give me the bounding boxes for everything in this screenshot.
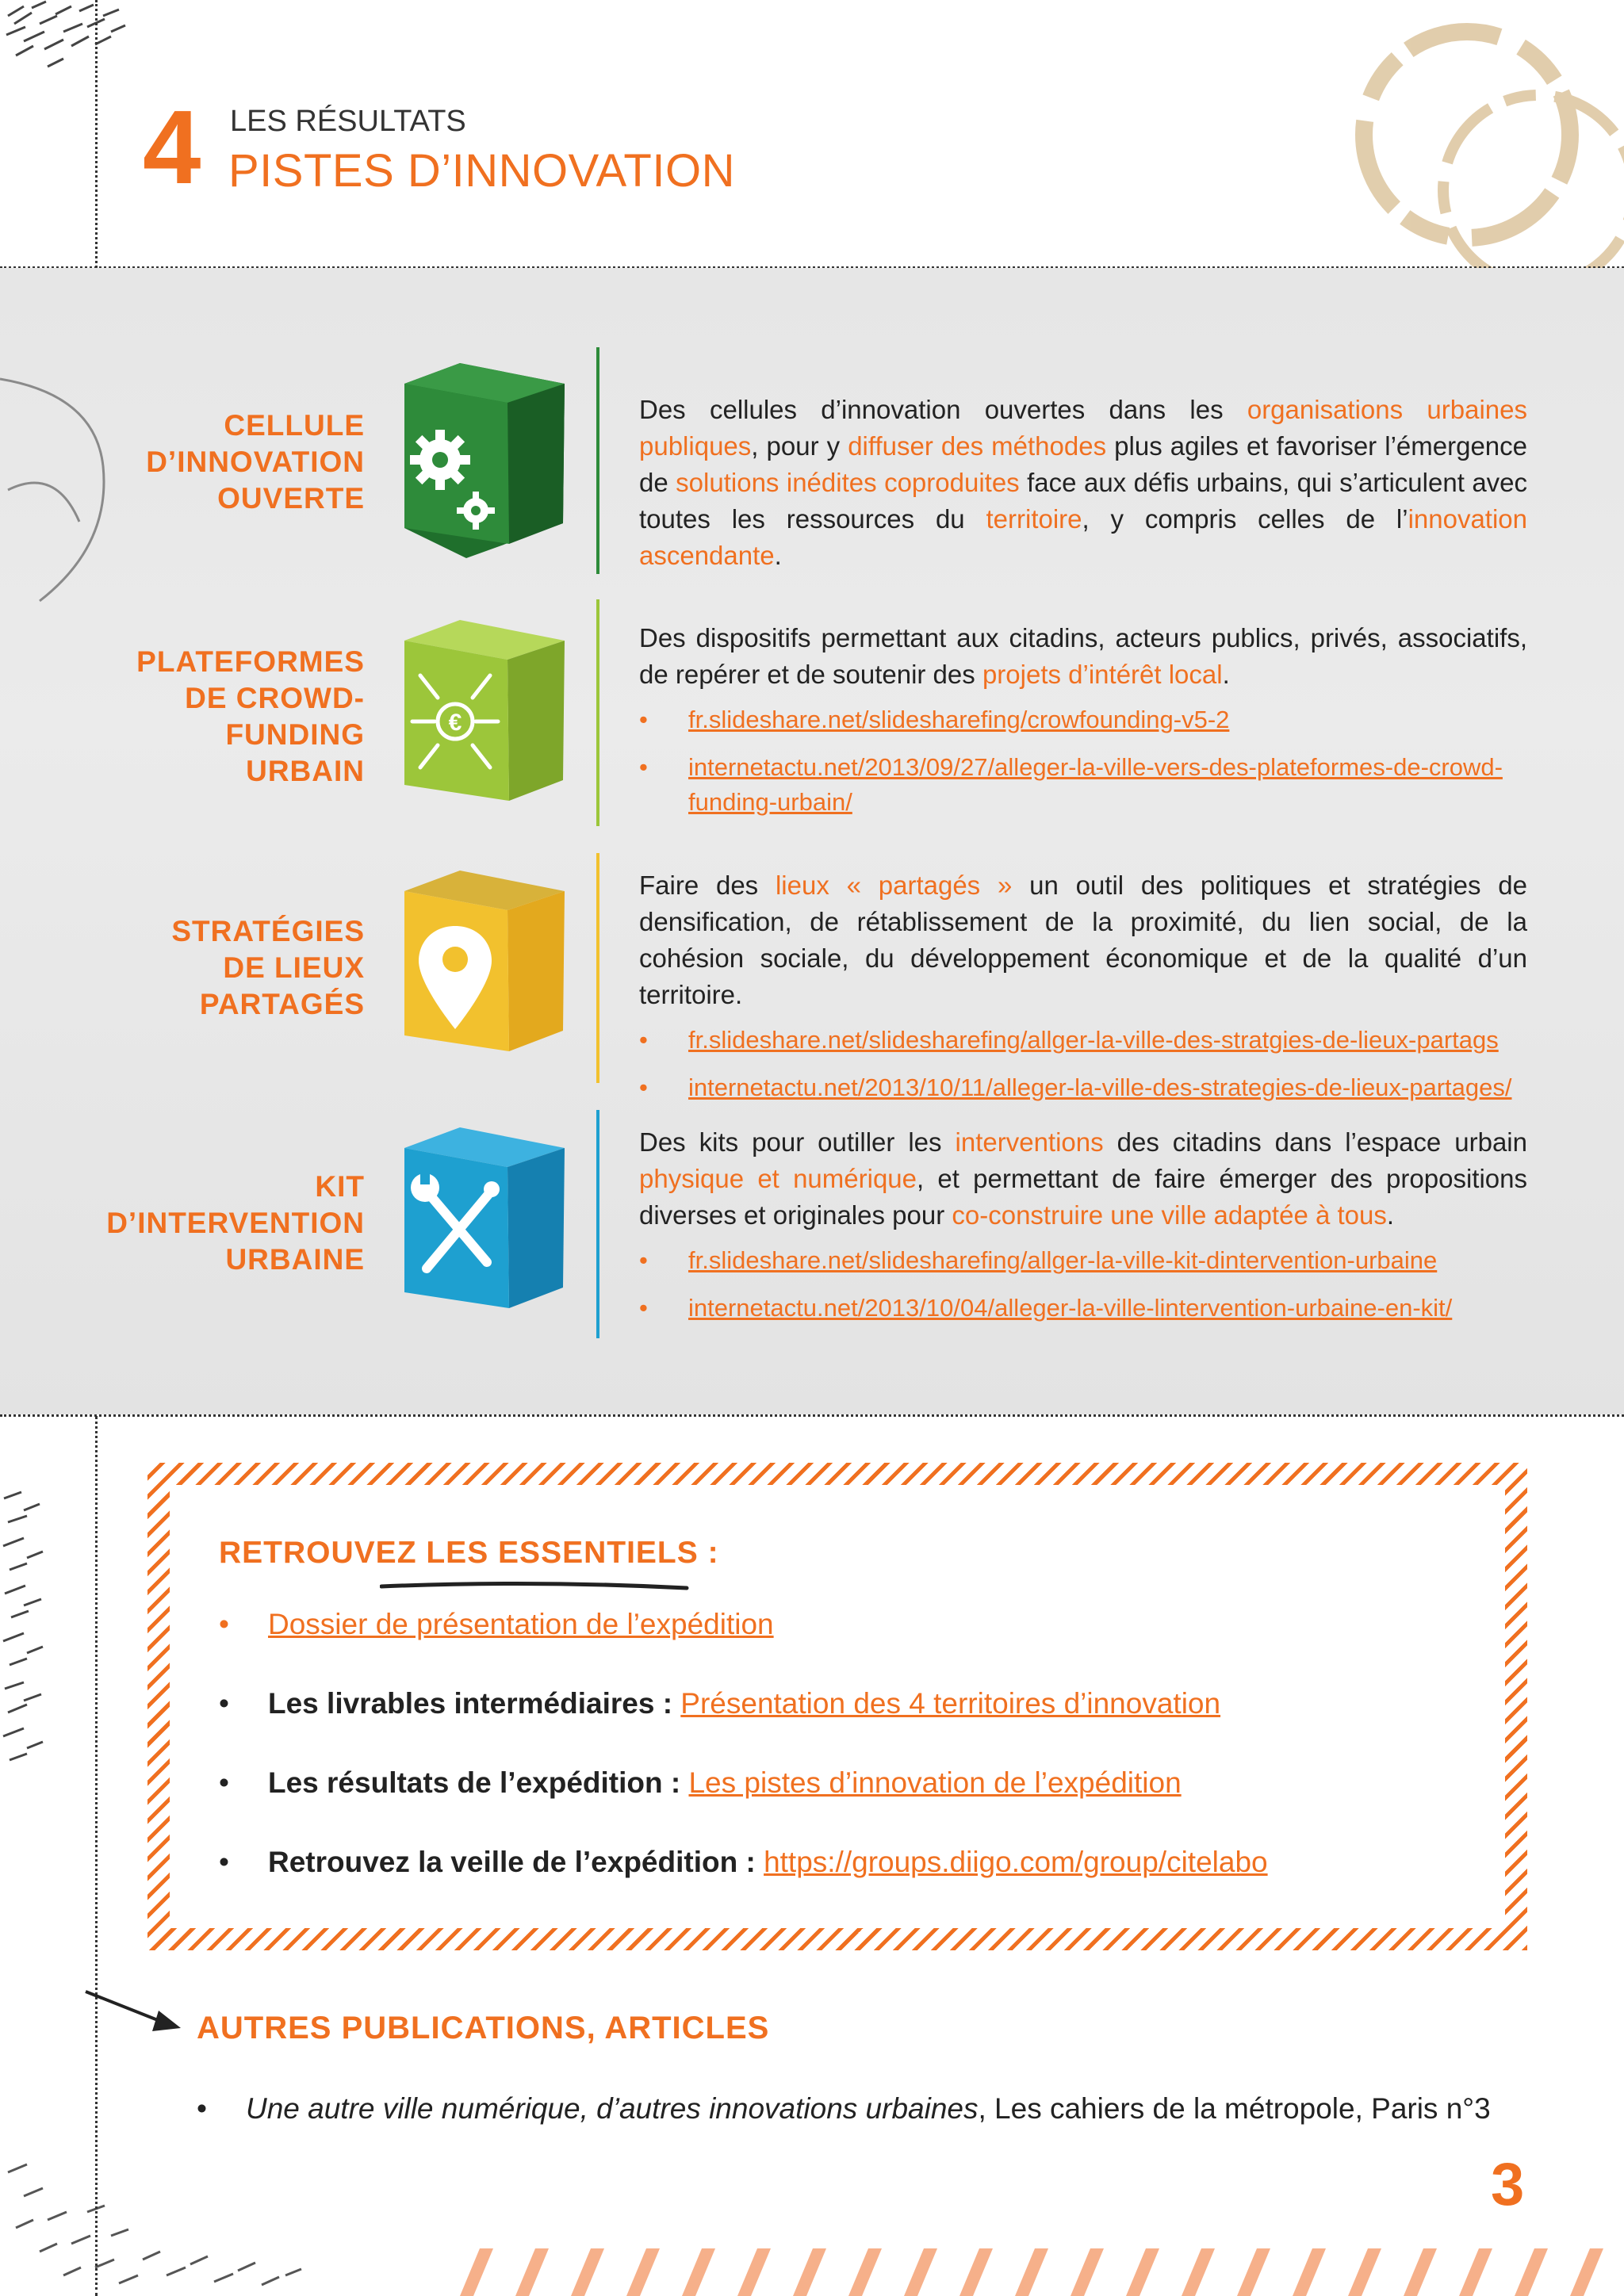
orange-stripes-footer [444, 2248, 1624, 2296]
highlight-text: organisations urbaines publiques [639, 395, 1527, 461]
body-text: . [1386, 1200, 1395, 1230]
link-presentation-territoires[interactable]: Présentation des 4 territoires d’innovation [680, 1687, 1221, 1720]
item-text-cellule [639, 392, 1527, 574]
item-links [639, 1243, 1527, 1326]
item-label-lieux-partages: STRATÉGIES DE LIEUX PARTAGÉS [171, 915, 365, 1020]
dotted-guide-horizontal-bottom [0, 1414, 1624, 1417]
link-internetactu-kit[interactable]: internetactu.net/2013/10/04/alleger-la-ville-lintervention-urbaine-en-kit/ [688, 1294, 1453, 1322]
section-supertitle: LES RÉSULTATS [230, 105, 466, 138]
item-label-kit: KIT D’INTERVENTION URBAINE [106, 1170, 365, 1276]
list-item [639, 750, 1527, 820]
tools-icon [396, 1126, 567, 1324]
essentials-box [147, 1463, 1527, 1950]
body-text: Des dispositifs permettant aux citadins, acteurs publics, privés, associatifs, de repérer et de soutenir des [639, 623, 1527, 689]
link-slideshare-kit[interactable]: fr.slideshare.net/slidesharefing/allger-la-ville-kit-dintervention-urbaine [688, 1246, 1438, 1274]
item-text-lieux-partages [639, 867, 1527, 1118]
highlight-text: physique et numérique [639, 1164, 917, 1193]
body-text: , et permettant de faire émerger des propositions diverses et originales pour [639, 1164, 1527, 1230]
dotted-guide-vertical-top [95, 0, 98, 268]
body-text: . [774, 541, 782, 570]
essentials-title: RETROUVEZ LES ESSENTIELS : [219, 1536, 719, 1570]
body-text: des citadins dans l’espace urbain [1103, 1127, 1527, 1157]
body-text: Des kits pour outiller les [639, 1127, 956, 1157]
svg-text:€: € [448, 710, 462, 736]
item-description [639, 392, 1527, 574]
hatch-decoration-top-left [0, 0, 135, 111]
item-label-cellule: CELLULE D’INNOVATION OUVERTE [146, 409, 365, 515]
link-dossier-presentation[interactable]: Dossier de présentation de l’expédition [268, 1608, 774, 1640]
item-text-kit [639, 1124, 1527, 1338]
dotted-guide-vertical-bottom [95, 1416, 98, 2296]
body-text: face aux défis urbains, qui s’articulent avec toutes les ressources du [639, 468, 1528, 534]
body-text: plus agiles et favoriser l’émergence de [639, 431, 1527, 497]
list-item [639, 1243, 1527, 1278]
item-separator [596, 1110, 599, 1338]
highlight-text: lieux « partagés » [775, 871, 1013, 900]
body-text: Faire des [639, 871, 776, 900]
item-links [639, 1023, 1527, 1105]
list-item [639, 1070, 1527, 1105]
item-separator [596, 853, 599, 1083]
highlight-text: projets d’intérêt local [982, 660, 1223, 689]
arrow-icon [82, 1988, 186, 2036]
item-description [639, 867, 1527, 1013]
hatch-decoration-left [0, 1490, 56, 1823]
item-links [639, 702, 1527, 820]
link-pistes-innovation[interactable]: Les pistes d’innovation de l’expédition [688, 1766, 1182, 1799]
map-pin-icon [396, 869, 567, 1067]
page-title: PISTES D’INNOVATION [228, 145, 735, 197]
body-text: , y compris celles de l’ [1082, 504, 1408, 534]
body-text: Des cellules d’innovation ouvertes dans les [639, 395, 1247, 424]
link-slideshare-crowdfunding[interactable]: fr.slideshare.net/slidesharefing/crowfounding-v5-2 [688, 706, 1230, 733]
body-text: , pour y [751, 431, 848, 461]
link-internetactu-lieux[interactable]: internetactu.net/2013/10/11/alleger-la-ville-des-strategies-de-lieux-partages/ [688, 1073, 1512, 1101]
item-text-crowdfunding [639, 620, 1527, 832]
highlight-text: territoire [986, 504, 1082, 534]
item-separator [596, 599, 599, 826]
list-item [639, 1291, 1527, 1326]
highlight-text: interventions [955, 1127, 1104, 1157]
highlight-text: co-construire une ville adaptée à tous [952, 1200, 1387, 1230]
gears-icon [396, 362, 567, 560]
other-publications-title: AUTRES PUBLICATIONS, ARTICLES [197, 2011, 770, 2045]
highlight-text: solutions inédites coproduites [676, 468, 1020, 497]
section-number: 4 [143, 89, 201, 205]
item-description [639, 620, 1527, 693]
essentials-box-inner: RETROUVEZ LES ESSENTIELS : • Dossier de présentation de l’expédition • Les livrables intermédiaires : Présentation des 4 territoires d’innovation • Les résultats de l’expédition : Les pistes d’innovation de l’expédition • Retrouvez la veille de l’expédition : https://groups.diigo.com/group/citelabo [170, 1485, 1505, 1928]
body-text: . [1222, 660, 1230, 689]
list-item [639, 1023, 1527, 1058]
link-diigo-group[interactable]: https://groups.diigo.com/group/citelabo [764, 1846, 1268, 1878]
body-text: un outil des politiques et stratégies de densification, de rétablissement de la proximité, du lien social, de la cohésion sociale, du développement économique et de la qualité d’un territoire. [639, 871, 1527, 1009]
highlight-text: diffuser des méthodes [848, 431, 1107, 461]
item-label-crowdfunding: PLATEFORMES DE CROWD- FUNDING URBAIN [136, 645, 365, 787]
list-item [639, 702, 1527, 737]
page-number: 3 [1491, 2151, 1525, 2218]
link-internetactu-crowdfunding[interactable]: internetactu.net/2013/09/27/alleger-la-ville-vers-des-plateformes-de-crowd-funding-urbain/ [688, 753, 1503, 816]
bullet: • [197, 2092, 207, 2125]
underline-stroke [380, 1578, 689, 1594]
euro-arrows-icon [396, 618, 567, 817]
item-separator [596, 347, 599, 574]
essentials-title-highlight: LES ESSENTIELS [426, 1536, 699, 1570]
item-description [639, 1124, 1527, 1234]
link-slideshare-lieux[interactable]: fr.slideshare.net/slidesharefing/allger-la-ville-des-stratgies-de-lieux-partags [688, 1026, 1499, 1054]
highlight-text: innovation ascendante [639, 504, 1528, 570]
